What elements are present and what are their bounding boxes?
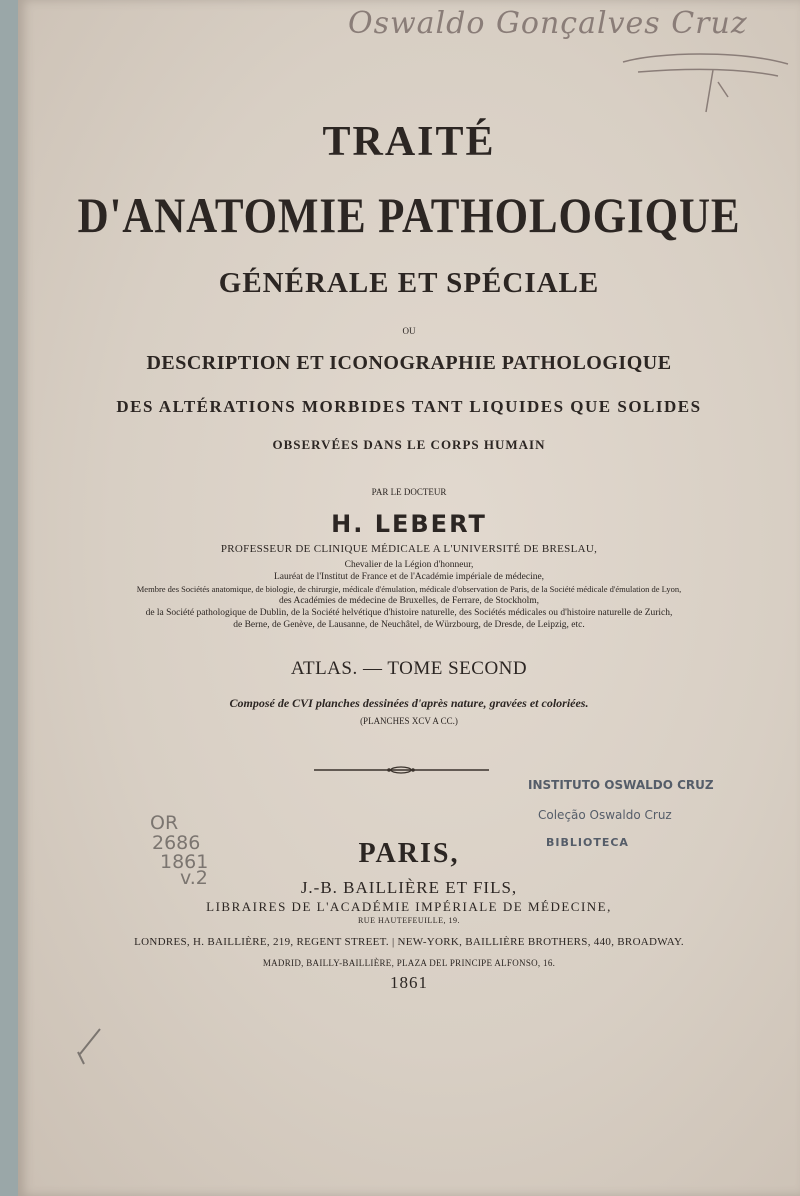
handwritten-signature: Oswaldo Gonçalves Cruz <box>348 6 748 41</box>
plates-range: (PLANCHES XCV A CC.) <box>360 716 458 726</box>
author-honor: de la Société pathologique de Dublin, de la Société helvétique d'histoire naturelle, des Sociétés médicales ou d'histoire naturelle de Zurich, <box>145 608 673 618</box>
title-line-1: TRAITÉ <box>322 119 496 165</box>
pencil-note: 1861 <box>160 851 209 873</box>
imprint-role: LIBRAIRES DE L'ACADÉMIE IMPÉRIALE DE MÉDECINE, <box>206 899 612 914</box>
pencil-mark <box>70 1024 110 1069</box>
author-honor: de Berne, de Genève, de Lausanne, de Neuchâtel, de Würzbourg, de Dresde, de Leipzig, etc. <box>233 620 585 630</box>
by-line: PAR LE DOCTEUR <box>371 487 447 497</box>
signature-flourish <box>618 42 798 122</box>
author-name: H. LEBERT <box>331 510 487 538</box>
author-honor: Lauréat de l'Institut de France et de l'Académie impériale de médecine, <box>273 572 545 582</box>
atlas-volume: ATLAS. — TOME SECOND <box>290 658 528 679</box>
imprint-publisher: J.-B. BAILLIÈRE ET FILS, <box>300 878 518 897</box>
description-line: DESCRIPTION ET ICONOGRAPHIE PATHOLOGIQUE <box>146 352 672 374</box>
volume-contents: Composé de CVI planches dessinées d'après nature, gravées et coloriées. <box>229 696 589 710</box>
author-honor: des Académies de médecine de Bruxelles, de Ferrare, de Stockholm, <box>278 596 540 606</box>
pencil-note: v.2 <box>180 867 208 889</box>
author-position: PROFESSEUR DE CLINIQUE MÉDICALE A L'UNIVERSITÉ DE BRESLAU, <box>220 543 598 555</box>
pencil-note: OR <box>150 812 179 834</box>
conjunction: OU <box>402 326 416 336</box>
author-honor: Membre des Sociétés anatomique, de biologie, de chirurgie, médicale d'émulation, médicale d'observation de Paris, de la Société médicale d'émulation de Lyon, <box>136 584 682 594</box>
imprint-madrid: MADRID, BAILLY-BAILLIÈRE, PLAZA DEL PRINCIPE ALFONSO, 16. <box>262 958 556 968</box>
main-title: D'ANATOMIE PATHOLOGIQUE <box>77 187 741 243</box>
imprint-branches: LONDRES, H. BAILLIÈRE, 219, REGENT STREET. | NEW-YORK, BAILLIÈRE BROTHERS, 440, BROADWAY. <box>134 936 684 948</box>
imprint-year: 1861 <box>390 973 428 992</box>
alterations-line: DES ALTÉRATIONS MORBIDES TANT LIQUIDES QUE SOLIDES <box>116 397 702 416</box>
library-stamp-line: INSTITUTO OSWALDO CRUZ <box>528 778 714 792</box>
pencil-note: 2686 <box>152 832 201 854</box>
title-page <box>18 0 800 1196</box>
observed-line: OBSERVÉES DANS LE CORPS HUMAIN <box>272 437 546 452</box>
library-stamp-line: BIBLIOTECA <box>546 836 629 849</box>
imprint-street: RUE HAUTEFEUILLE, 19. <box>357 916 461 925</box>
ornamental-rule <box>314 764 489 776</box>
author-honor: Chevalier de la Légion d'honneur, <box>344 560 474 570</box>
imprint-city: PARIS, <box>358 838 460 869</box>
subtitle: GÉNÉRALE ET SPÉCIALE <box>218 267 600 299</box>
library-stamp-line: Coleção Oswaldo Cruz <box>538 808 672 822</box>
